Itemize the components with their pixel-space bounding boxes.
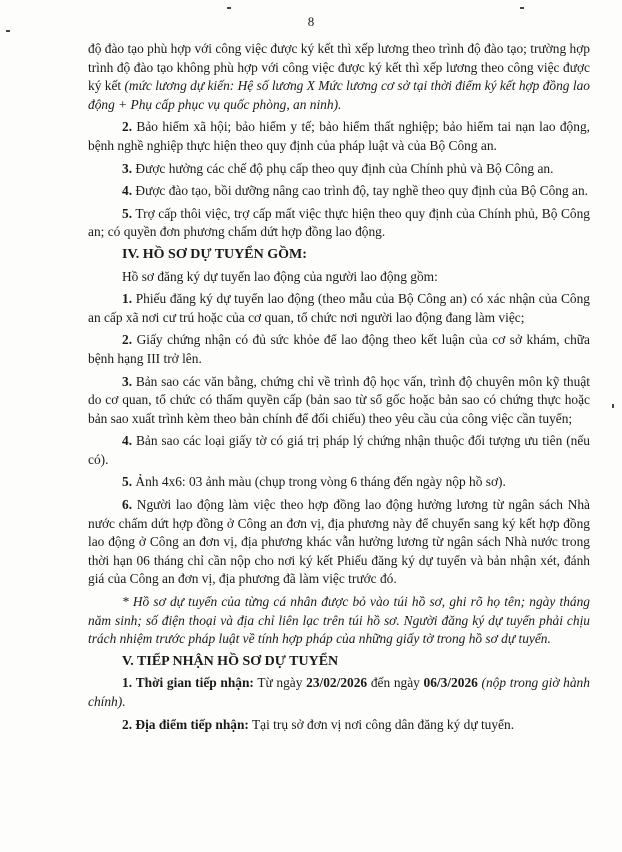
to-date: 06/3/2026 [423, 675, 478, 691]
page-number: 8 [307, 14, 315, 29]
salary-text: độ đào tạo phù hợp với công việc được ký kết thì xếp lương theo trình độ đào tạo; trường hợp trình độ đào tạo không phù hợp với công việc được ký kết thì xếp lương theo công việc được ký kết [88, 41, 590, 94]
item-number: 3. [122, 373, 133, 389]
dossier-item [88, 373, 590, 429]
item-text: Người lao động làm việc theo hợp đồng lao động hưởng lương từ ngân sách Nhà nước chấm dứt hợp đồng ở Công an đơn vị, địa phương này để chuyển sang ký kết hợp đồng lao động ở Công an đơn vị, địa phương khác vẫn hưởng lương từ ngân sách Nhà nước trong thời hạn 06 tháng chỉ cần nộp cho nơi ký kết Phiếu đăng ký dự tuyển và bản nhận xét, đánh giá của Công an đơn vị, địa phương đã làm việc trước đó. [88, 497, 590, 587]
benefit-item [88, 205, 590, 242]
item-number: 2. [122, 332, 133, 348]
benefit-item [88, 160, 590, 179]
reception-time [88, 674, 590, 711]
dossier-note: * Hồ sơ dự tuyển của từng cá nhân được bỏ vào túi hồ sơ, ghi rõ họ tên; ngày tháng năm sinh; số điện thoại và địa chỉ liên lạc trên túi hồ sơ. Người đăng ký dự tuyển phải chịu trách nhiệm trước pháp luật về tính hợp pháp của những giấy tờ trong hồ sơ dự tuyển. [88, 594, 590, 647]
item-text: Phiếu đăng ký dự tuyển lao động (theo mẫu của Bộ Công an) có xác nhận của Công an cấp xã nơi cư trú hoặc của cơ quan, tổ chức nơi người lao động đang làm việc; [88, 291, 590, 325]
item-number: 5. [122, 474, 133, 490]
item-text: Được hưởng các chế độ phụ cấp theo quy định của Chính phủ và Bộ Công an. [135, 160, 554, 176]
reception-place [88, 716, 590, 735]
dossier-item [88, 473, 590, 492]
item-text: Bản sao các loại giấy tờ có giá trị pháp lý chứng nhận thuộc đối tượng ưu tiên (nếu có). [88, 433, 590, 467]
benefit-item [88, 118, 590, 155]
item-number: 2. [122, 716, 133, 732]
item-text: Bảo hiểm xã hội; bảo hiểm y tế; bảo hiểm thất nghiệp; bảo hiểm tai nạn lao động, bệnh nghề nghiệp thực hiện theo quy định của pháp luật và của Bộ Công an. [88, 119, 590, 153]
item-text: Giấy chứng nhận có đủ sức khỏe để lao động theo kết luận của cơ sở khám, chữa bệnh hạng III trở lên. [88, 332, 590, 366]
from-text: Từ ngày [257, 675, 303, 691]
item-label: Thời gian tiếp nhận: [135, 675, 254, 691]
item-number: 4. [122, 433, 133, 449]
place-text: Tại trụ sở đơn vị nơi công dân đăng ký dự tuyển. [251, 716, 515, 732]
item-number: 3. [122, 160, 133, 176]
section-heading: V. TIẾP NHẬN HỒ SƠ DỰ TUYỂN [122, 653, 339, 669]
scan-mark [520, 7, 524, 9]
item-number: 1. [122, 675, 133, 691]
item-number: 5. [122, 205, 133, 221]
section-heading: IV. HỒ SƠ DỰ TUYỂN GỒM: [122, 246, 307, 262]
item-number: 4. [122, 183, 133, 199]
item-number: 1. [122, 291, 133, 307]
from-date: 23/02/2026 [306, 675, 368, 691]
item-number: 6. [122, 497, 133, 513]
item-text: Ảnh 4x6: 03 ảnh màu (chụp trong vòng 6 tháng đến ngày nộp hồ sơ). [135, 474, 506, 490]
scan-mark [227, 7, 231, 9]
dossier-item [88, 496, 590, 589]
document-body [88, 40, 590, 738]
scan-mark [6, 30, 10, 32]
time-note: (nộp trong giờ hành chính). [88, 675, 590, 709]
dossier-item [88, 290, 590, 327]
salary-note: (mức lương dự kiến: Hệ số lương X Mức lương cơ sở tại thời điểm ký kết hợp đồng lao động + Phụ cấp phục vụ quốc phòng, an ninh). [88, 78, 590, 112]
salary-paragraph [88, 40, 590, 114]
dossier-item [88, 331, 590, 368]
benefit-item [88, 182, 590, 201]
item-label: Địa điểm tiếp nhận: [135, 716, 249, 732]
to-text: đến ngày [370, 675, 420, 691]
item-text: Được đào tạo, bồi dưỡng nâng cao trình độ, tay nghề theo quy định của Bộ Công an. [135, 183, 589, 199]
item-number: 2. [122, 119, 133, 135]
scan-mark [612, 404, 614, 408]
item-text: Bản sao các văn bằng, chứng chỉ về trình độ học vấn, trình độ chuyên môn kỹ thuật do cơ quan, tổ chức có thẩm quyền cấp (bản sao từ sổ gốc hoặc bản sao có chứng thực hoặc bản sao xuất trình kèm theo bản chính để đối chiếu) theo yêu cầu của công việc cần tuyển; [88, 373, 590, 426]
section-intro: Hồ sơ đăng ký dự tuyển lao động của người lao động gồm: [122, 268, 438, 284]
dossier-item [88, 432, 590, 469]
item-text: Trợ cấp thôi việc, trợ cấp mất việc thực hiện theo quy định của Chính phủ, Bộ Công an; có quyền đơn phương chấm dứt hợp đồng lao động. [88, 205, 591, 240]
